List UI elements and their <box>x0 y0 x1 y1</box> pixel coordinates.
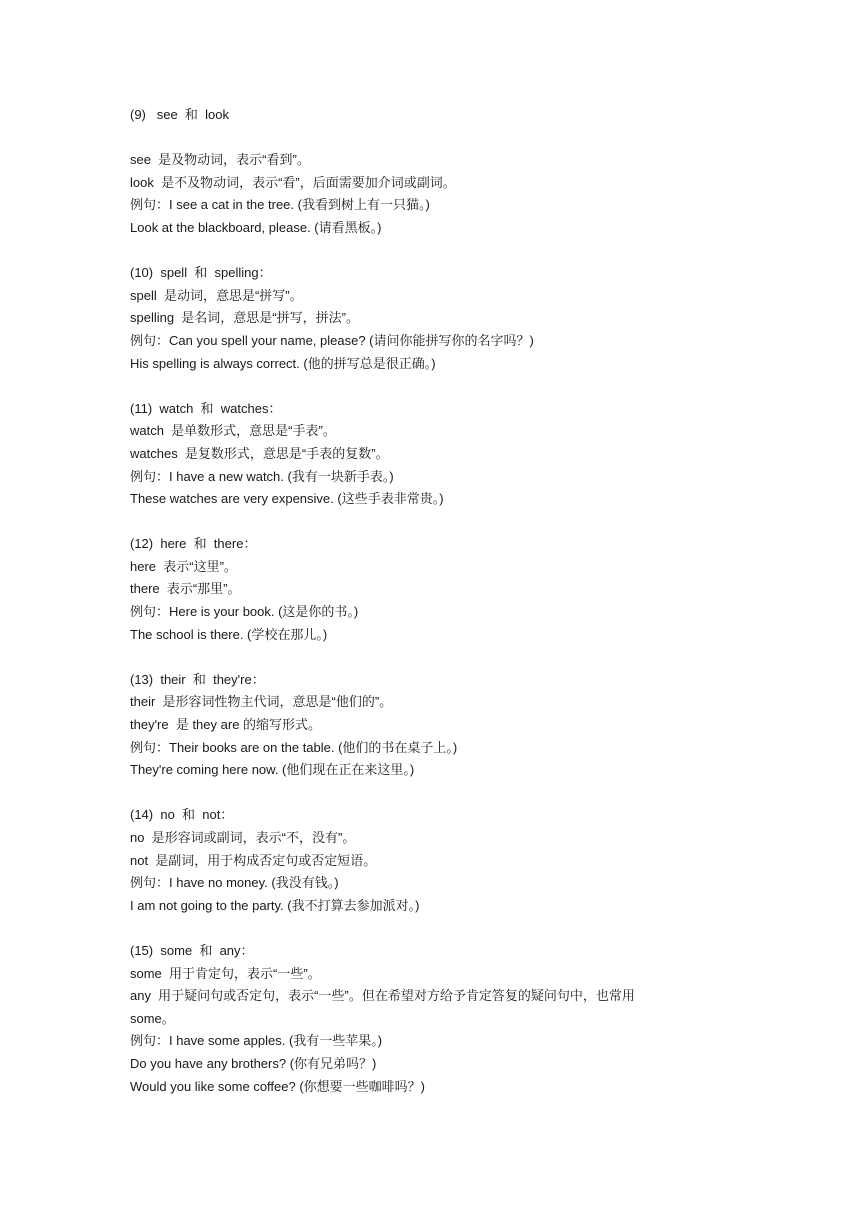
example-line: Look at the blackboard, please. (请看黑板。) <box>130 219 382 235</box>
example-line: They're coming here now. (他们现在正在来这里。) <box>130 762 415 778</box>
definition-line: some 用于肯定句，表示“一些”。 <box>130 965 321 981</box>
section-heading: (9) see 和 look <box>130 107 229 122</box>
section-heading: (12) here 和 there： <box>130 536 257 552</box>
blank-line <box>130 917 750 940</box>
section-14 <box>130 804 750 917</box>
example-line: Would you like some coffee? (你想要一些咖啡吗？) <box>130 1078 425 1094</box>
definition-line: watches 是复数形式，意思是“手表的复数”。 <box>130 445 389 461</box>
definition-line: their 是形容词性物主代词，意思是“他们的”。 <box>130 694 393 710</box>
example-line: 例句：I have no money. (我没有钱。) <box>130 875 339 891</box>
section-heading: (14) no 和 not： <box>130 807 234 823</box>
definition-line: watch 是单数形式，意思是“手表”。 <box>130 423 336 439</box>
definition-line: there 表示“那里”。 <box>130 581 241 597</box>
section-15 <box>130 940 750 1098</box>
blank-line <box>130 240 750 263</box>
blank-line <box>130 511 750 534</box>
definition-line: not 是副词，用于构成否定句或否定短语。 <box>130 852 377 868</box>
example-line: These watches are very expensive. (这些手表非常贵。) <box>130 491 444 507</box>
definition-line: they're 是 they are 的缩写形式。 <box>130 717 322 733</box>
example-line: 例句：Can you spell your name, please? (请问你能拼写你的名字吗？) <box>130 332 534 348</box>
example-line: 例句：Their books are on the table. (他们的书在桌子上。) <box>130 739 458 755</box>
example-line: 例句：I see a cat in the tree. (我看到树上有一只猫。) <box>130 197 430 213</box>
definition-line: no 是形容词或副词，表示“不，没有”。 <box>130 830 356 845</box>
blank-line <box>130 375 750 398</box>
example-line: I am not going to the party. (我不打算去参加派对。) <box>130 897 420 913</box>
example-line: Do you have any brothers? (你有兄弟吗？) <box>130 1055 377 1071</box>
section-10 <box>130 262 750 375</box>
definition-line: see 是及物动词，表示“看到”。 <box>130 152 310 168</box>
definition-line: here 表示“这里”。 <box>130 558 237 574</box>
definition-line-continued: some。 <box>130 1010 175 1026</box>
definition-line: look 是不及物动词，表示“看”，后面需要加介词或副词。 <box>130 174 456 190</box>
definition-line: any 用于疑问句或否定句，表示“一些”。但在希望对方给予肯定答复的疑问句中，也常用 <box>130 988 635 1004</box>
section-heading: (15) some 和 any： <box>130 942 254 958</box>
section-heading: (10) spell 和 spelling： <box>130 265 272 281</box>
blank-line <box>130 646 750 669</box>
example-line: 例句：I have some apples. (我有一些苹果。) <box>130 1033 383 1049</box>
example-line: His spelling is always correct. (他的拼写总是很正确。) <box>130 355 436 371</box>
section-11 <box>130 398 750 511</box>
section-12 <box>130 533 750 646</box>
document-body <box>130 104 750 1098</box>
definition-line: spelling 是名词，意思是“拼写，拼法”。 <box>130 310 359 326</box>
section-heading: (11) watch 和 watches： <box>130 400 282 416</box>
section-9 <box>130 104 750 240</box>
example-line: 例句：Here is your book. (这是你的书。) <box>130 604 359 620</box>
section-13 <box>130 669 750 782</box>
example-line: 例句：I have a new watch. (我有一块新手表。) <box>130 468 394 484</box>
blank-line <box>130 127 750 150</box>
definition-line: spell 是动词，意思是“拼写”。 <box>130 287 303 303</box>
section-heading: (13) their 和 they're： <box>130 671 265 687</box>
example-line: The school is there. (学校在那儿。) <box>130 626 328 642</box>
blank-line <box>130 782 750 805</box>
